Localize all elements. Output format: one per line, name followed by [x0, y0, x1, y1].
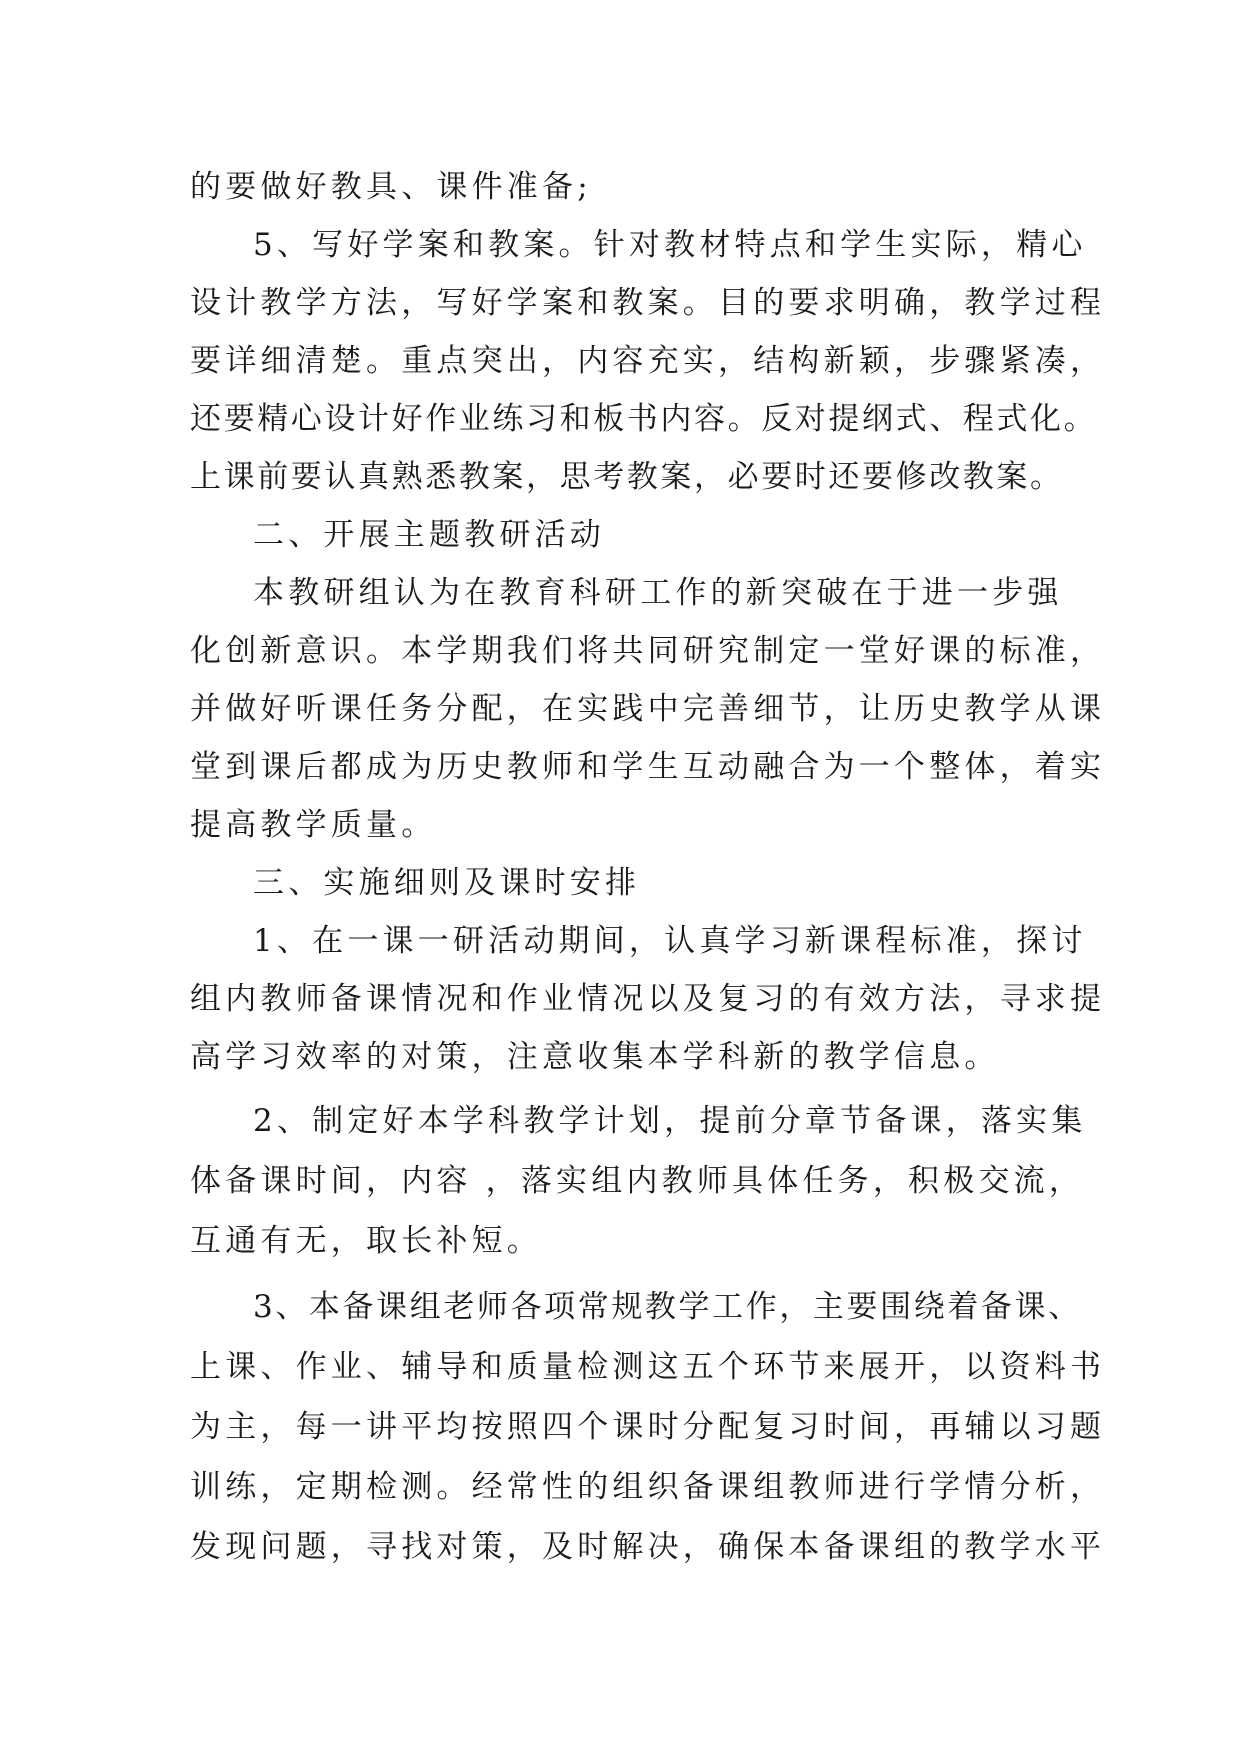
- text-line: 化创新意识。本学期我们将共同研究制定一堂好课的标准，: [190, 633, 1106, 669]
- text-line: 高学习效率的对策，注意收集本学科新的教学信息。: [190, 1039, 1000, 1075]
- text-line: 要详细清楚。重点突出，内容充实，结构新颖，步骤紧凑，: [190, 343, 1106, 379]
- text-line: 5、写好学案和教案。针对教材特点和学生实际，精心: [253, 227, 1087, 263]
- text-line: 的要做好教具、课件准备;: [190, 169, 592, 205]
- text-line: 2、制定好本学科教学计划，提前分章节备课，落实集: [253, 1103, 1087, 1139]
- text-line: 为主，每一讲平均按照四个课时分配复习时间，再辅以习题: [190, 1409, 1106, 1445]
- text-line: 堂到课后都成为历史教师和学生互动融合为一个整体，着实: [190, 749, 1106, 785]
- text-line: 上课、作业、辅导和质量检测这五个环节来展开，以资料书: [190, 1349, 1106, 1385]
- section-heading: 二、开展主题教研活动: [253, 517, 605, 553]
- text-line: 设计教学方法，写好学案和教案。目的要求明确，教学过程: [190, 285, 1106, 321]
- text-line: 还要精心设计好作业练习和板书内容。反对提纲式、程式化。: [190, 401, 1098, 437]
- text-line: 上课前要认真熟悉教案，思考教案，必要时还要修改教案。: [190, 459, 1064, 495]
- text-line: 3、本备课组老师各项常规教学工作，主要围绕着备课、: [253, 1289, 1082, 1325]
- text-line: 体备课时间，内容 ，落实组内教师具体任务，积极交流，: [190, 1163, 1085, 1199]
- text-line: 本教研组认为在教育科研工作的新突破在于进一步强: [253, 575, 1063, 611]
- text-line: 训练，定期检测。经常性的组织备课组教师进行学情分析，: [190, 1469, 1106, 1505]
- text-line: 互通有无，取长补短。: [190, 1223, 542, 1259]
- section-heading: 三、实施细则及课时安排: [253, 865, 641, 901]
- text-line: 并做好听课任务分配，在实践中完善细节，让历史教学从课: [190, 691, 1106, 727]
- text-line: 提高教学质量。: [190, 807, 437, 843]
- text-line: 发现问题，寻找对策，及时解决，确保本备课组的教学水平: [190, 1529, 1106, 1565]
- text-line: 1、在一课一研活动期间，认真学习新课程标准，探讨: [253, 923, 1087, 959]
- text-line: 组内教师备课情况和作业情况以及复习的有效方法，寻求提: [190, 981, 1106, 1017]
